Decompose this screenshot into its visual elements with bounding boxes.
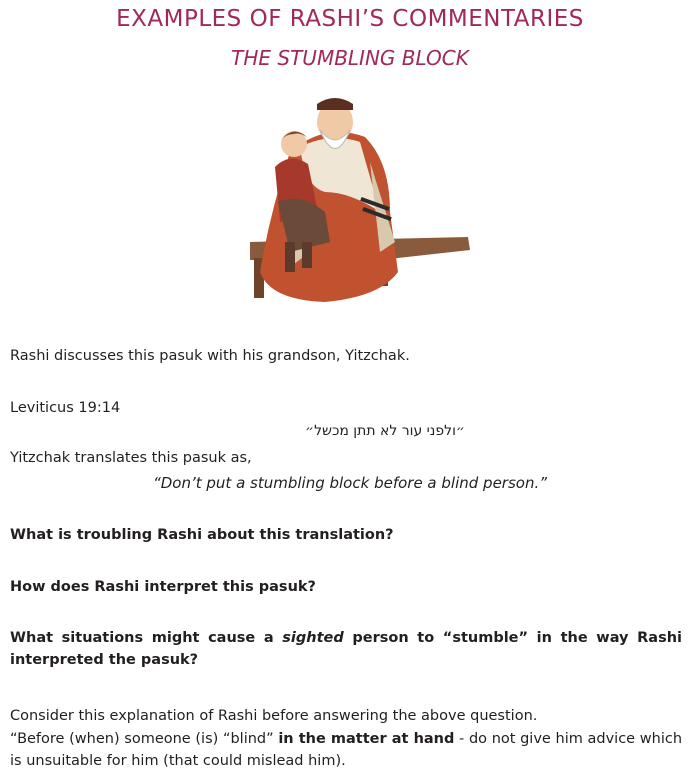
question-3-emphasis: sighted — [282, 630, 344, 646]
intro-text: Rashi discusses this pasuk with his grandson, Yitzchak. — [10, 348, 410, 364]
question-3-part1: What situations might cause a — [10, 630, 283, 646]
consider-text: Consider this explanation of Rashi before answering the above question. — [10, 708, 538, 724]
explanation-part1: “Before (when) someone (is) “blind” — [10, 731, 279, 747]
page-title: EXAMPLES OF RASHI’S COMMENTARIES — [116, 6, 584, 32]
question-2: How does Rashi interpret this pasuk? — [10, 579, 316, 595]
question-3 — [10, 627, 682, 671]
translation-quote: “Don’t put a stumbling block before a blind person.” — [152, 474, 548, 492]
translate-intro: Yitzchak translates this pasuk as, — [10, 450, 252, 466]
hebrew-verse — [0, 423, 700, 439]
rashi-and-grandson-illustration — [230, 92, 475, 314]
question-3-part2: person to “stumble” in the way Rashi interpreted the pasuk? — [10, 630, 682, 668]
explanation-part2: - do not give him advice which is unsuitable for him (that could mislead him). — [10, 731, 683, 769]
hebrew-verse-text: ״ולפני עור לא תתן מכשל״ — [305, 423, 465, 439]
explanation-bold: in the matter at hand — [278, 731, 455, 747]
question-1: What is troubling Rashi about this translation? — [10, 527, 394, 543]
page-subtitle: THE STUMBLING BLOCK — [231, 46, 469, 70]
rashi-explanation — [10, 728, 682, 772]
verse-reference: Leviticus 19:14 — [10, 400, 121, 416]
